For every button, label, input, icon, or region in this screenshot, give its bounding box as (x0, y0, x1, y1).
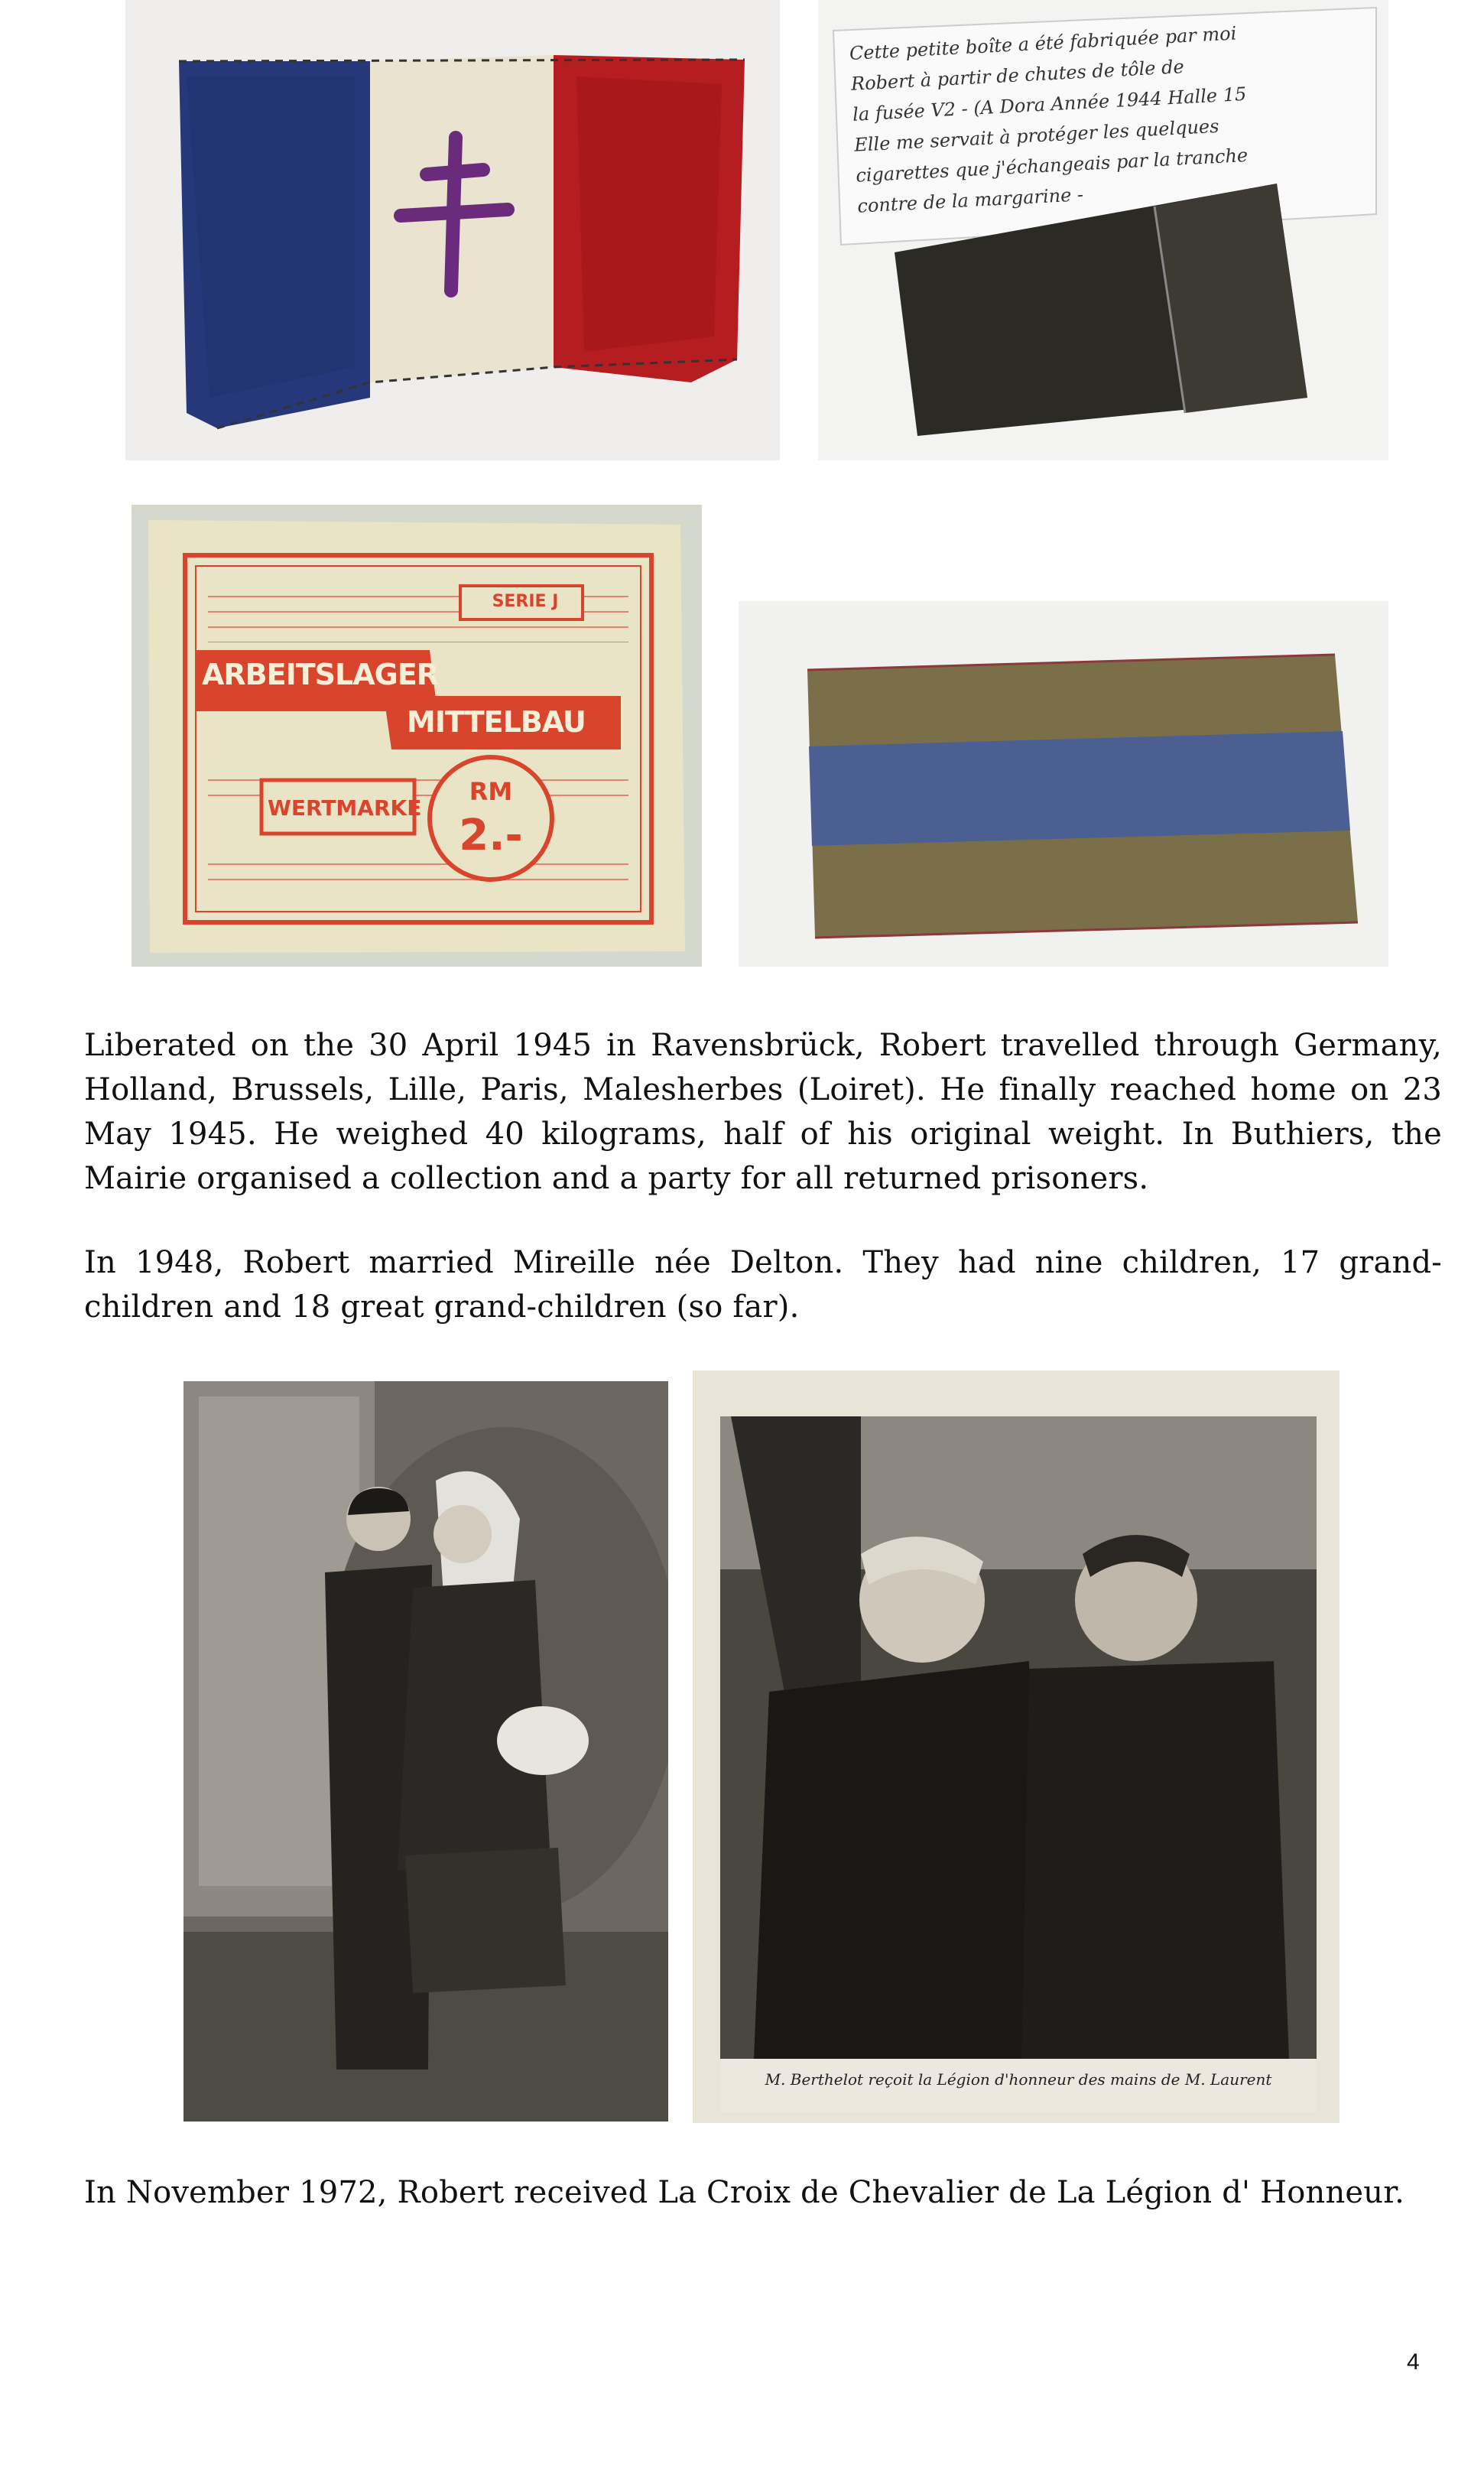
voucher-line1: ARBEITSLAGER (202, 658, 439, 691)
flag-patch-photo (125, 0, 780, 460)
marriage-paragraph: In 1948, Robert married Mireille née Delton. They had nine children, 17 grand-children and 18 great grand-children (so far). (84, 1245, 1442, 1325)
medal-ceremony-photo-icon (693, 1370, 1339, 2123)
page-number: 4 (1407, 2349, 1420, 2375)
tricolour-armband-with-cross-of-lorraine-icon (125, 0, 780, 460)
wedding-photo (183, 1381, 668, 2121)
camp-money-photo (132, 505, 702, 967)
legion-honneur-paragraph: In November 1972, Robert received La Croix de Chevalier de La Légion d' Honneur. (84, 2175, 1405, 2210)
striped-armband-photo (739, 601, 1388, 967)
note-line: Elle me servait à protéger les quelques (853, 115, 1220, 156)
wedding-couple-photo-icon (183, 1381, 668, 2121)
voucher-currency: RM (469, 777, 513, 806)
note-line: Cette petite boîte a été fabriquée par moi (849, 22, 1237, 64)
voucher-stamp-label: WERTMARKE (268, 795, 422, 821)
voucher-line2: MITTELBAU (407, 705, 586, 739)
note-and-tin-box-photo (818, 0, 1388, 460)
voucher-value: 2.- (459, 811, 523, 860)
voucher-serie-label: SERIE J (492, 592, 559, 611)
striped-armband-icon (739, 601, 1388, 967)
note-line: contre de la margarine - (856, 184, 1084, 217)
newspaper-clipping-photo (693, 1370, 1339, 2123)
handwritten-note-text (849, 11, 1370, 222)
newspaper-caption: M. Berthelot reçoit la Légion d'honneur des mains de M. Laurent (765, 2070, 1272, 2089)
note-line: Robert à partir de chutes de tôle de (850, 56, 1185, 95)
note-line: la fusée V2 - (A Dora Année 1944 Halle 15 (852, 83, 1247, 125)
note-line: cigarettes que j'échangeais par la tranche (855, 144, 1249, 187)
liberation-paragraph: Liberated on the 30 April 1945 in Ravensbrück, Robert travelled through Germany, Holland, Brussels, Lille, Paris, Malesherbes (Loiret). He finally reached home on 23 May 1945. He weighed 40 kilograms, half of his original weight. In Buthiers, the Mairie organised a collection and a party for all returned prisoners. (84, 1028, 1442, 1196)
